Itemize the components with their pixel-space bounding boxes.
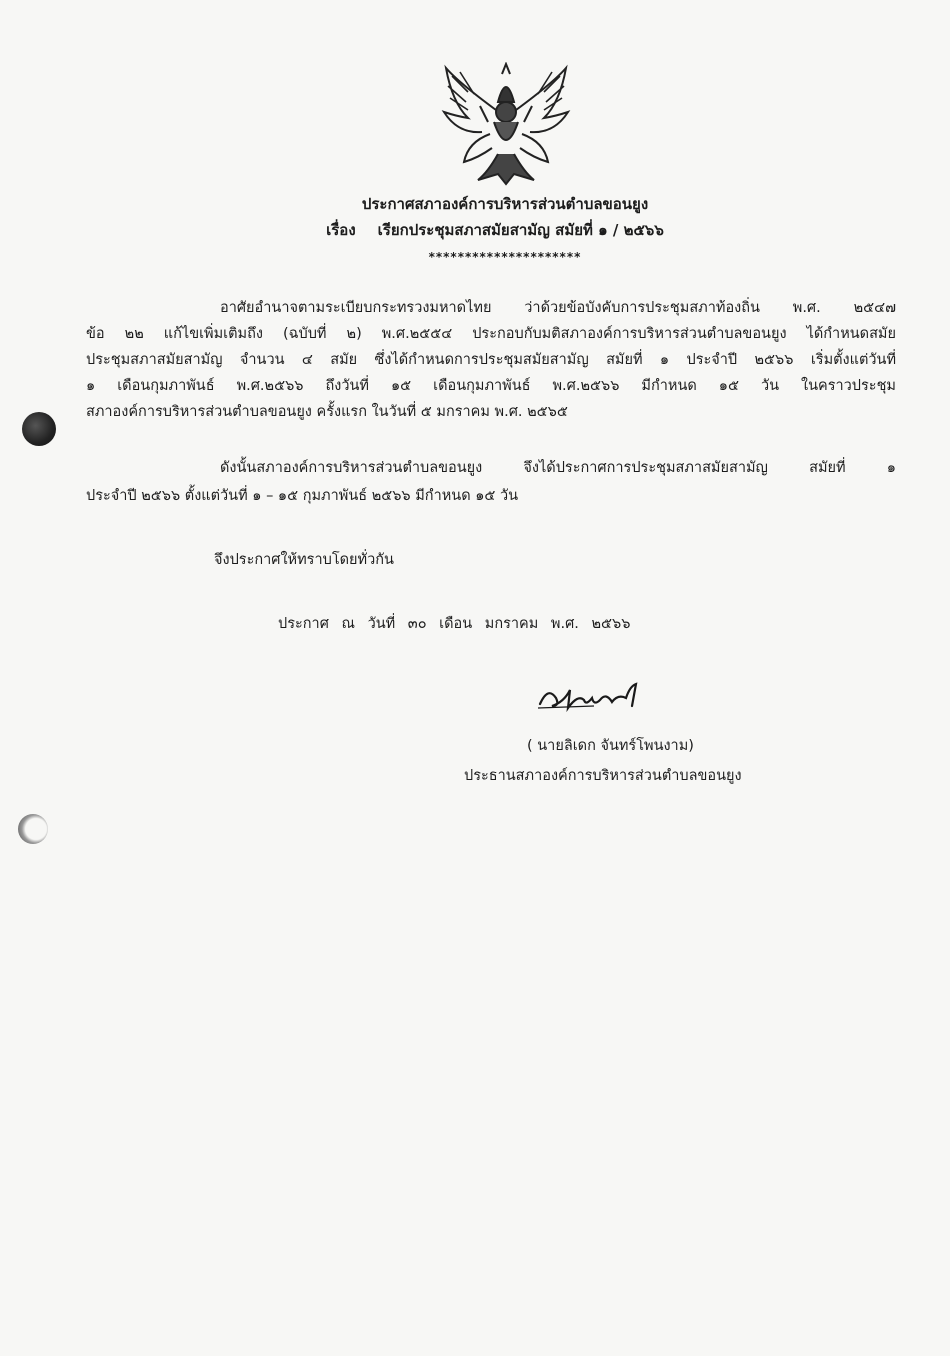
closing-statement: จึงประกาศให้ทราบโดยทั่วกัน [214, 552, 394, 568]
paragraph-line: สภาองค์การบริหารส่วนตำบลขอนยูง ครั้งแรก ในวันที่ ๕ มกราคม พ.ศ. ๒๕๖๕ [86, 404, 568, 420]
paragraph-line: ดังนั้นสภาองค์การบริหารส่วนตำบลขอนยูง จึงได้ประกาศการประชุมสภาสมัยสามัญ สมัยที่ ๑ [220, 460, 896, 476]
paragraph-line: ประจำปี ๒๕๖๖ ตั้งแต่วันที่ ๑ – ๑๕ กุมภาพันธ์ ๒๕๖๖ มีกำหนด ๑๕ วัน [86, 488, 519, 504]
separator-line: ********************* [428, 250, 582, 264]
signer-name: ( นายลิเดก จันทร์โพนงาม) [527, 738, 694, 754]
subject-text: เรียกประชุมสภาสมัยสามัญ สมัยที่ ๑ / ๒๕๖๖ [377, 221, 664, 239]
paragraph-line: ๑ เดือนกุมภาพันธ์ พ.ศ.๒๕๖๖ ถึงวันที่ ๑๕ เดือนกุมภาพันธ์ พ.ศ.๒๕๖๖ มีกำหนด ๑๕ วัน ในคราวประชุม [86, 378, 896, 394]
handwritten-signature-icon [534, 676, 654, 716]
punch-hole [18, 814, 48, 844]
subject-label: เรื่อง [326, 221, 356, 239]
paragraph-line: อาศัยอำนาจตามระเบียบกระทรวงมหาดไทย ว่าด้วยข้อบังคับการประชุมสภาท้องถิ่น พ.ศ. ๒๕๔๗ [220, 300, 896, 316]
punch-hole [22, 412, 56, 446]
signer-position: ประธานสภาองค์การบริหารส่วนตำบลขอนยูง [464, 768, 742, 784]
subject-line [0, 218, 950, 242]
paragraph-line: ประชุมสภาสมัยสามัญ จำนวน ๔ สมัย ซึ่งได้กำหนดการประชุมสมัยสามัญ สมัยที่ ๑ ประจำปี ๒๕๖๖ เริ่มตั้งแต่วันที่ [86, 352, 896, 368]
garuda-emblem-icon [438, 62, 574, 186]
paragraph-line: ข้อ ๒๒ แก้ไขเพิ่มเติมถึง (ฉบับที่ ๒) พ.ศ.๒๕๕๔ ประกอบกับมติสภาองค์การบริหารส่วนตำบลขอนยูง ได้กำหนดสมัย [86, 326, 896, 342]
document-title: ประกาศสภาองค์การบริหารส่วนตำบลขอนยูง [361, 195, 649, 213]
announcement-date: ประกาศ ณ วันที่ ๓๐ เดือน มกราคม พ.ศ. ๒๕๖๖ [278, 616, 631, 632]
